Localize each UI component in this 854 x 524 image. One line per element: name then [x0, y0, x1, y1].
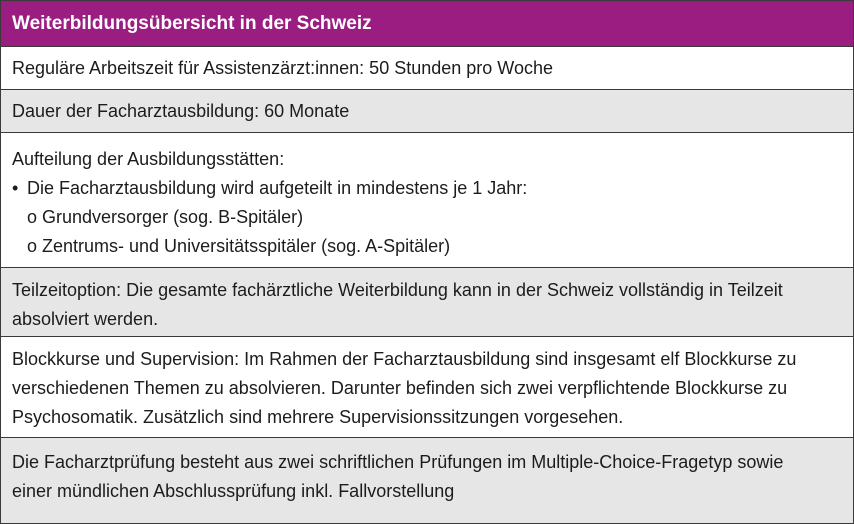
block-courses-text-line: Blockkurse und Supervision: Im Rahmen der Facharztausbildung sind insgesamt elf Blockkurse zu: [12, 349, 797, 369]
bullet-icon: •: [12, 178, 19, 198]
block-courses-text-line: Psychosomatik. Zusätzlich sind mehrere Supervisionssitzungen vorgesehen.: [12, 407, 624, 427]
exam-text-line: Die Facharztprüfung besteht aus zwei schriftlichen Prüfungen im Multiple-Choice-Fragetyp sowie: [12, 452, 784, 472]
exam-text-line: einer mündlichen Abschlussprüfung inkl. Fallvorstellung: [12, 481, 455, 501]
table-row-block-courses: [1, 336, 853, 437]
working-hours-text: Reguläre Arbeitszeit für Assistenzärzt:innen: 50 Stunden pro Woche: [12, 58, 553, 78]
table-row-working-hours: [1, 46, 853, 89]
training-sites-heading: Aufteilung der Ausbildungsstätten:: [12, 149, 285, 169]
block-courses-text-line: verschiedenen Themen zu absolvieren. Darunter befinden sich zwei verpflichtende Blockkurse zu: [12, 378, 788, 398]
table-row-training-sites: [1, 132, 853, 267]
training-sites-bullet-text: Die Facharztausbildung wird aufgeteilt in mindestens je 1 Jahr:: [27, 178, 528, 198]
training-sites-sub-item: o Grundversorger (sog. B-Spitäler): [27, 207, 304, 227]
training-sites-sub-item: o Zentrums- und Universitätsspitäler (sog. A-Spitäler): [27, 236, 451, 256]
table-row-exam: [1, 437, 853, 523]
part-time-text-line: absolviert werden.: [12, 309, 159, 329]
duration-text: Dauer der Facharztausbildung: 60 Monate: [12, 101, 350, 121]
training-sites-bullet: [12, 174, 853, 203]
table-title: [1, 1, 853, 46]
table-row-part-time: [1, 267, 853, 336]
part-time-text-line: Teilzeitoption: Die gesamte fachärztliche Weiterbildung kann in der Schweiz vollständig in Teilzeit: [12, 280, 783, 300]
table-row-duration: [1, 89, 853, 132]
table-title-text: Weiterbildungsübersicht in der Schweiz: [12, 13, 372, 34]
